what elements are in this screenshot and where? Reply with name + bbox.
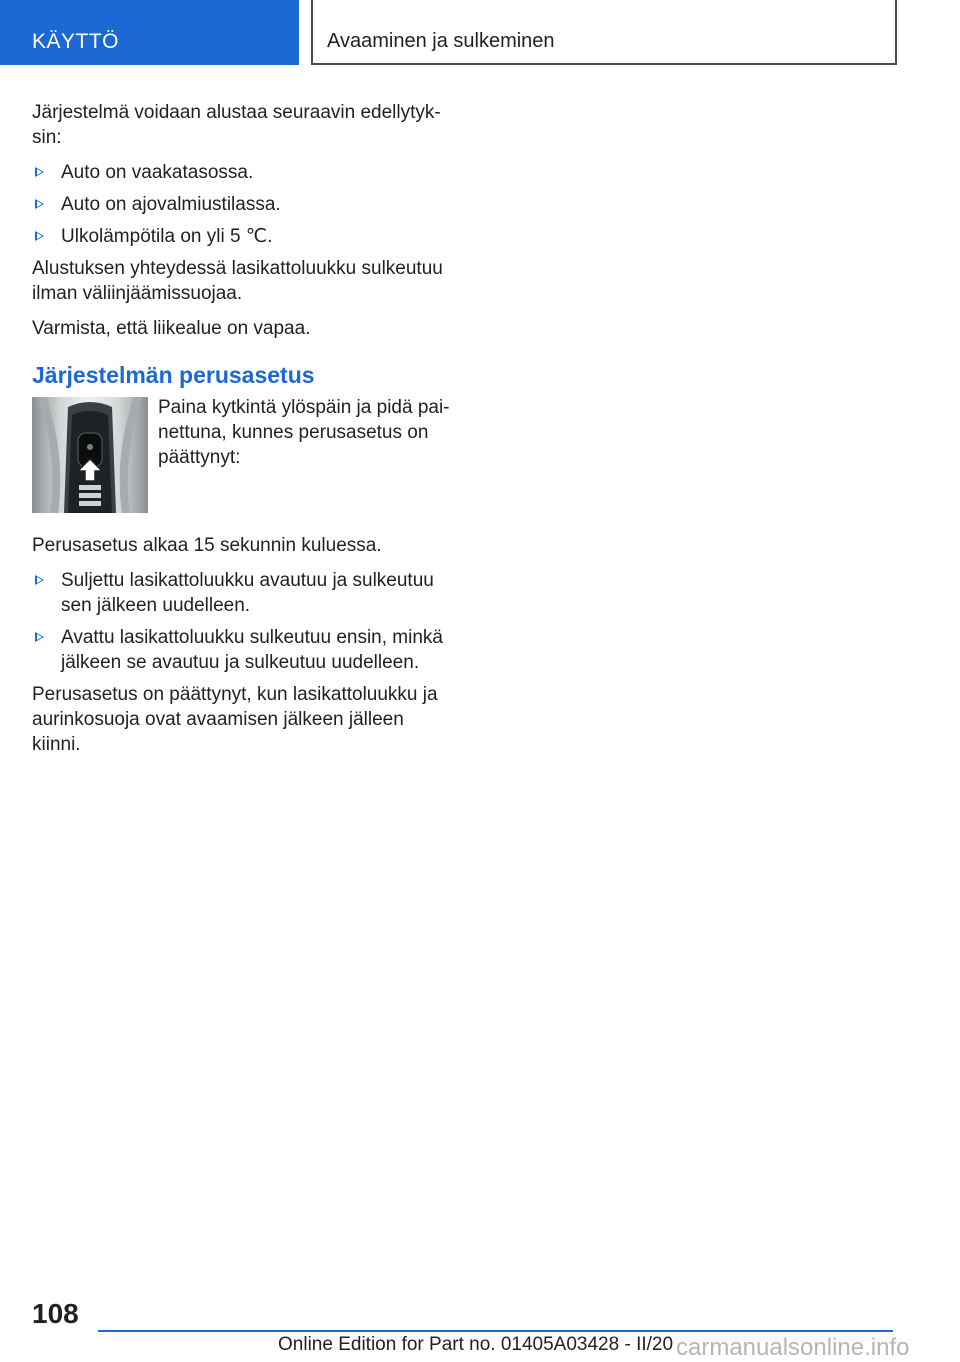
bullet-triangle-icon <box>35 632 44 642</box>
paragraph: Perusasetus alkaa 15 sekunnin kuluessa. <box>32 535 382 556</box>
roof-switch-illustration <box>32 397 148 513</box>
header-section-title: KÄYTTÖ <box>32 30 120 53</box>
list-item <box>32 160 450 185</box>
header-chapter-box <box>311 0 897 65</box>
footer-edition-text: Online Edition for Part no. 01405A03428 - II/20 <box>278 1334 674 1355</box>
roof-switch-icon <box>32 397 148 513</box>
list-item-text: Auto on ajovalmiustilassa. <box>61 194 281 215</box>
main-content <box>32 100 450 767</box>
bullet-triangle-icon <box>35 231 44 241</box>
bullet-triangle-icon <box>35 575 44 585</box>
bullet-triangle-icon <box>35 167 44 177</box>
section-heading: Järjestelmän perusasetus <box>32 362 315 388</box>
page-number: 108 <box>32 1298 79 1329</box>
list-item-text: Ulkolämpötila on yli 5 ℃. <box>61 226 273 247</box>
intro-paragraph: Järjestelmä voidaan alustaa seuraavin edellytyk-sin: <box>32 102 441 148</box>
watermark-text: carmanualsonline.info <box>676 1334 910 1361</box>
bullet-triangle-icon <box>35 199 44 209</box>
list-item <box>32 224 450 249</box>
paragraph: Varmista, että liikealue on vapaa. <box>32 318 311 339</box>
list-item-text: Auto on vaakatasossa. <box>61 162 254 183</box>
conditions-list <box>32 160 450 249</box>
list-item <box>32 192 450 217</box>
steps-list <box>32 568 450 675</box>
header-chapter-title: Avaaminen ja sulkeminen <box>327 30 555 52</box>
list-item <box>32 625 450 675</box>
header-section-tab <box>0 0 299 65</box>
footer-divider <box>98 1330 893 1332</box>
paragraph: Alustuksen yhteydessä lasikattoluukku sulkeutuu ilman väliinjäämissuojaa. <box>32 258 443 304</box>
figure-caption-text: Paina kytkintä ylöspäin ja pidä pai-nettuna, kunnes perusasetus on päättynyt: <box>158 397 450 468</box>
list-item <box>32 568 450 618</box>
list-item-text: Avattu lasikattoluukku sulkeutuu ensin, minkä jälkeen se avautuu ja sulkeutuu uudelleen. <box>61 627 443 673</box>
list-item-text: Suljettu lasikattoluukku avautuu ja sulkeutuu sen jälkeen uudelleen. <box>61 570 434 616</box>
figure-block <box>32 397 450 515</box>
paragraph: Perusasetus on päättynyt, kun lasikattoluukku ja aurinkosuoja ovat avaamisen jälkeen jälleen kiinni. <box>32 684 438 755</box>
